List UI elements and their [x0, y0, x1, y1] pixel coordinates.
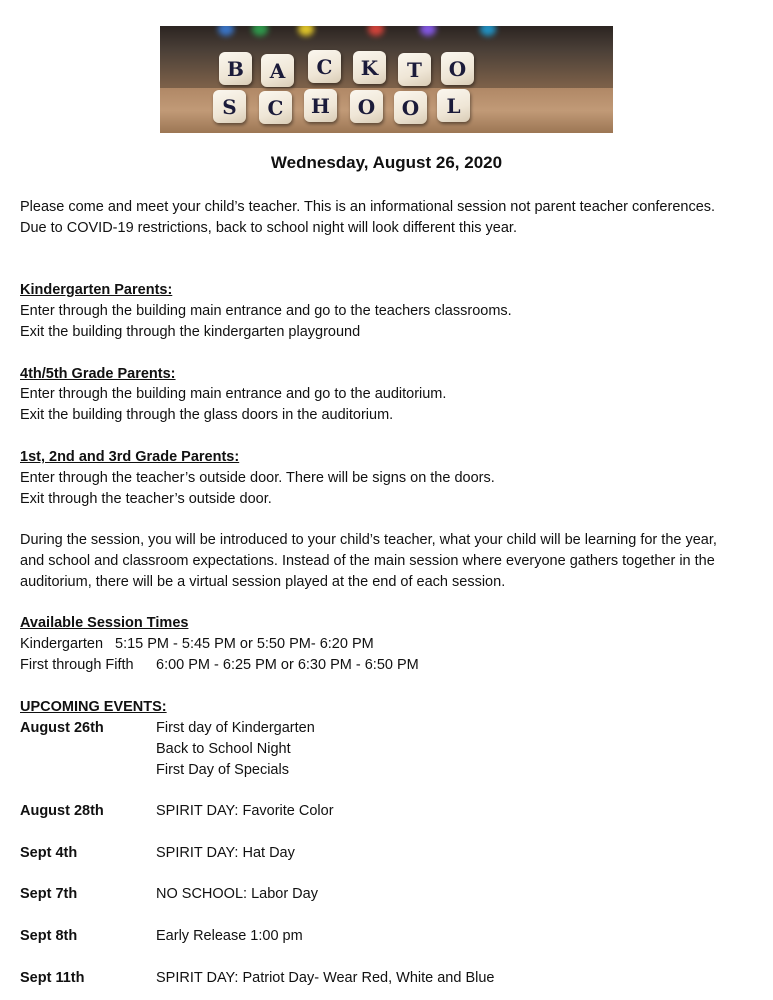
- letter-tile: L: [437, 89, 470, 122]
- letter-tile: K: [353, 51, 386, 84]
- grade45-line: Enter through the building main entrance and go to the auditorium.: [20, 386, 447, 402]
- event-date: Sept 8th: [20, 928, 78, 944]
- session-paragraph-line: During the session, you will be introduced to your child’s teacher, what your child will be learning for the year,: [20, 532, 717, 548]
- kindergarten-line: Enter through the building main entrance and go to the teachers classrooms.: [20, 303, 512, 319]
- session-paragraph-line: and school and classroom expectations. Instead of the main session where everyone gathers together in the: [20, 553, 715, 569]
- event-description: SPIRIT DAY: Favorite Color: [156, 803, 334, 819]
- grade45-line: Exit the building through the glass doors in the auditorium.: [20, 407, 394, 423]
- session-time-row: [20, 634, 374, 654]
- session-time-label: First through Fifth: [20, 657, 134, 673]
- event-date: Sept 7th: [20, 886, 78, 902]
- event-description: SPIRIT DAY: Patriot Day- Wear Red, White and Blue: [156, 970, 495, 986]
- session-times-heading: Available Session Times: [20, 615, 189, 631]
- event-description: First Day of Specials: [156, 762, 289, 778]
- letter-tile: S: [213, 90, 246, 123]
- letter-tile: C: [308, 50, 341, 83]
- event-date: Sept 4th: [20, 845, 78, 861]
- grade45-heading: 4th/5th Grade Parents:: [20, 366, 176, 382]
- intro-line: Please come and meet your child’s teacher. This is an informational session not parent teacher conferences.: [20, 199, 716, 215]
- letter-tile: O: [350, 90, 383, 123]
- session-paragraph-line: auditorium, there will be a virtual session played at the end of each session.: [20, 574, 506, 590]
- page-title: Wednesday, August 26, 2020: [270, 153, 503, 172]
- blur-dot: [368, 26, 384, 36]
- banner-background-blur: [160, 26, 613, 40]
- event-description: Early Release 1:00 pm: [156, 928, 303, 944]
- letter-tile: O: [394, 91, 427, 124]
- letter-tile: A: [261, 54, 294, 87]
- letter-tile: C: [259, 91, 292, 124]
- kindergarten-heading: Kindergarten Parents:: [20, 282, 173, 298]
- blur-dot: [218, 26, 234, 36]
- intro-line: Due to COVID-19 restrictions, back to school night will look different this year.: [20, 220, 517, 236]
- event-date: August 26th: [20, 720, 104, 736]
- grade123-heading: 1st, 2nd and 3rd Grade Parents:: [20, 449, 240, 465]
- letter-tile: T: [398, 53, 431, 86]
- upcoming-events-heading: UPCOMING EVENTS:: [20, 699, 167, 715]
- back-to-school-banner: [160, 26, 613, 133]
- grade123-line: Exit through the teacher’s outside door.: [20, 491, 272, 507]
- event-description: SPIRIT DAY: Hat Day: [156, 845, 295, 861]
- event-description: NO SCHOOL: Labor Day: [156, 886, 318, 902]
- event-description: First day of Kindergarten: [156, 720, 315, 736]
- session-time-value: 5:15 PM - 5:45 PM or 5:50 PM- 6:20 PM: [115, 636, 374, 652]
- blur-dot: [480, 26, 496, 36]
- letter-tile: B: [219, 52, 252, 85]
- grade123-line: Enter through the teacher’s outside door. There will be signs on the doors.: [20, 470, 495, 486]
- event-description: Back to School Night: [156, 741, 291, 757]
- session-time-row: [20, 655, 419, 675]
- session-time-value: 6:00 PM - 6:25 PM or 6:30 PM - 6:50 PM: [156, 657, 419, 673]
- blur-dot: [252, 26, 268, 36]
- event-date: Sept 11th: [20, 970, 85, 986]
- session-time-label: Kindergarten: [20, 636, 104, 652]
- event-date: August 28th: [20, 803, 104, 819]
- kindergarten-line: Exit the building through the kindergarten playground: [20, 324, 361, 340]
- letter-tile: O: [441, 52, 474, 85]
- blur-dot: [298, 26, 314, 36]
- letter-tile: H: [304, 89, 337, 122]
- blur-dot: [420, 26, 436, 36]
